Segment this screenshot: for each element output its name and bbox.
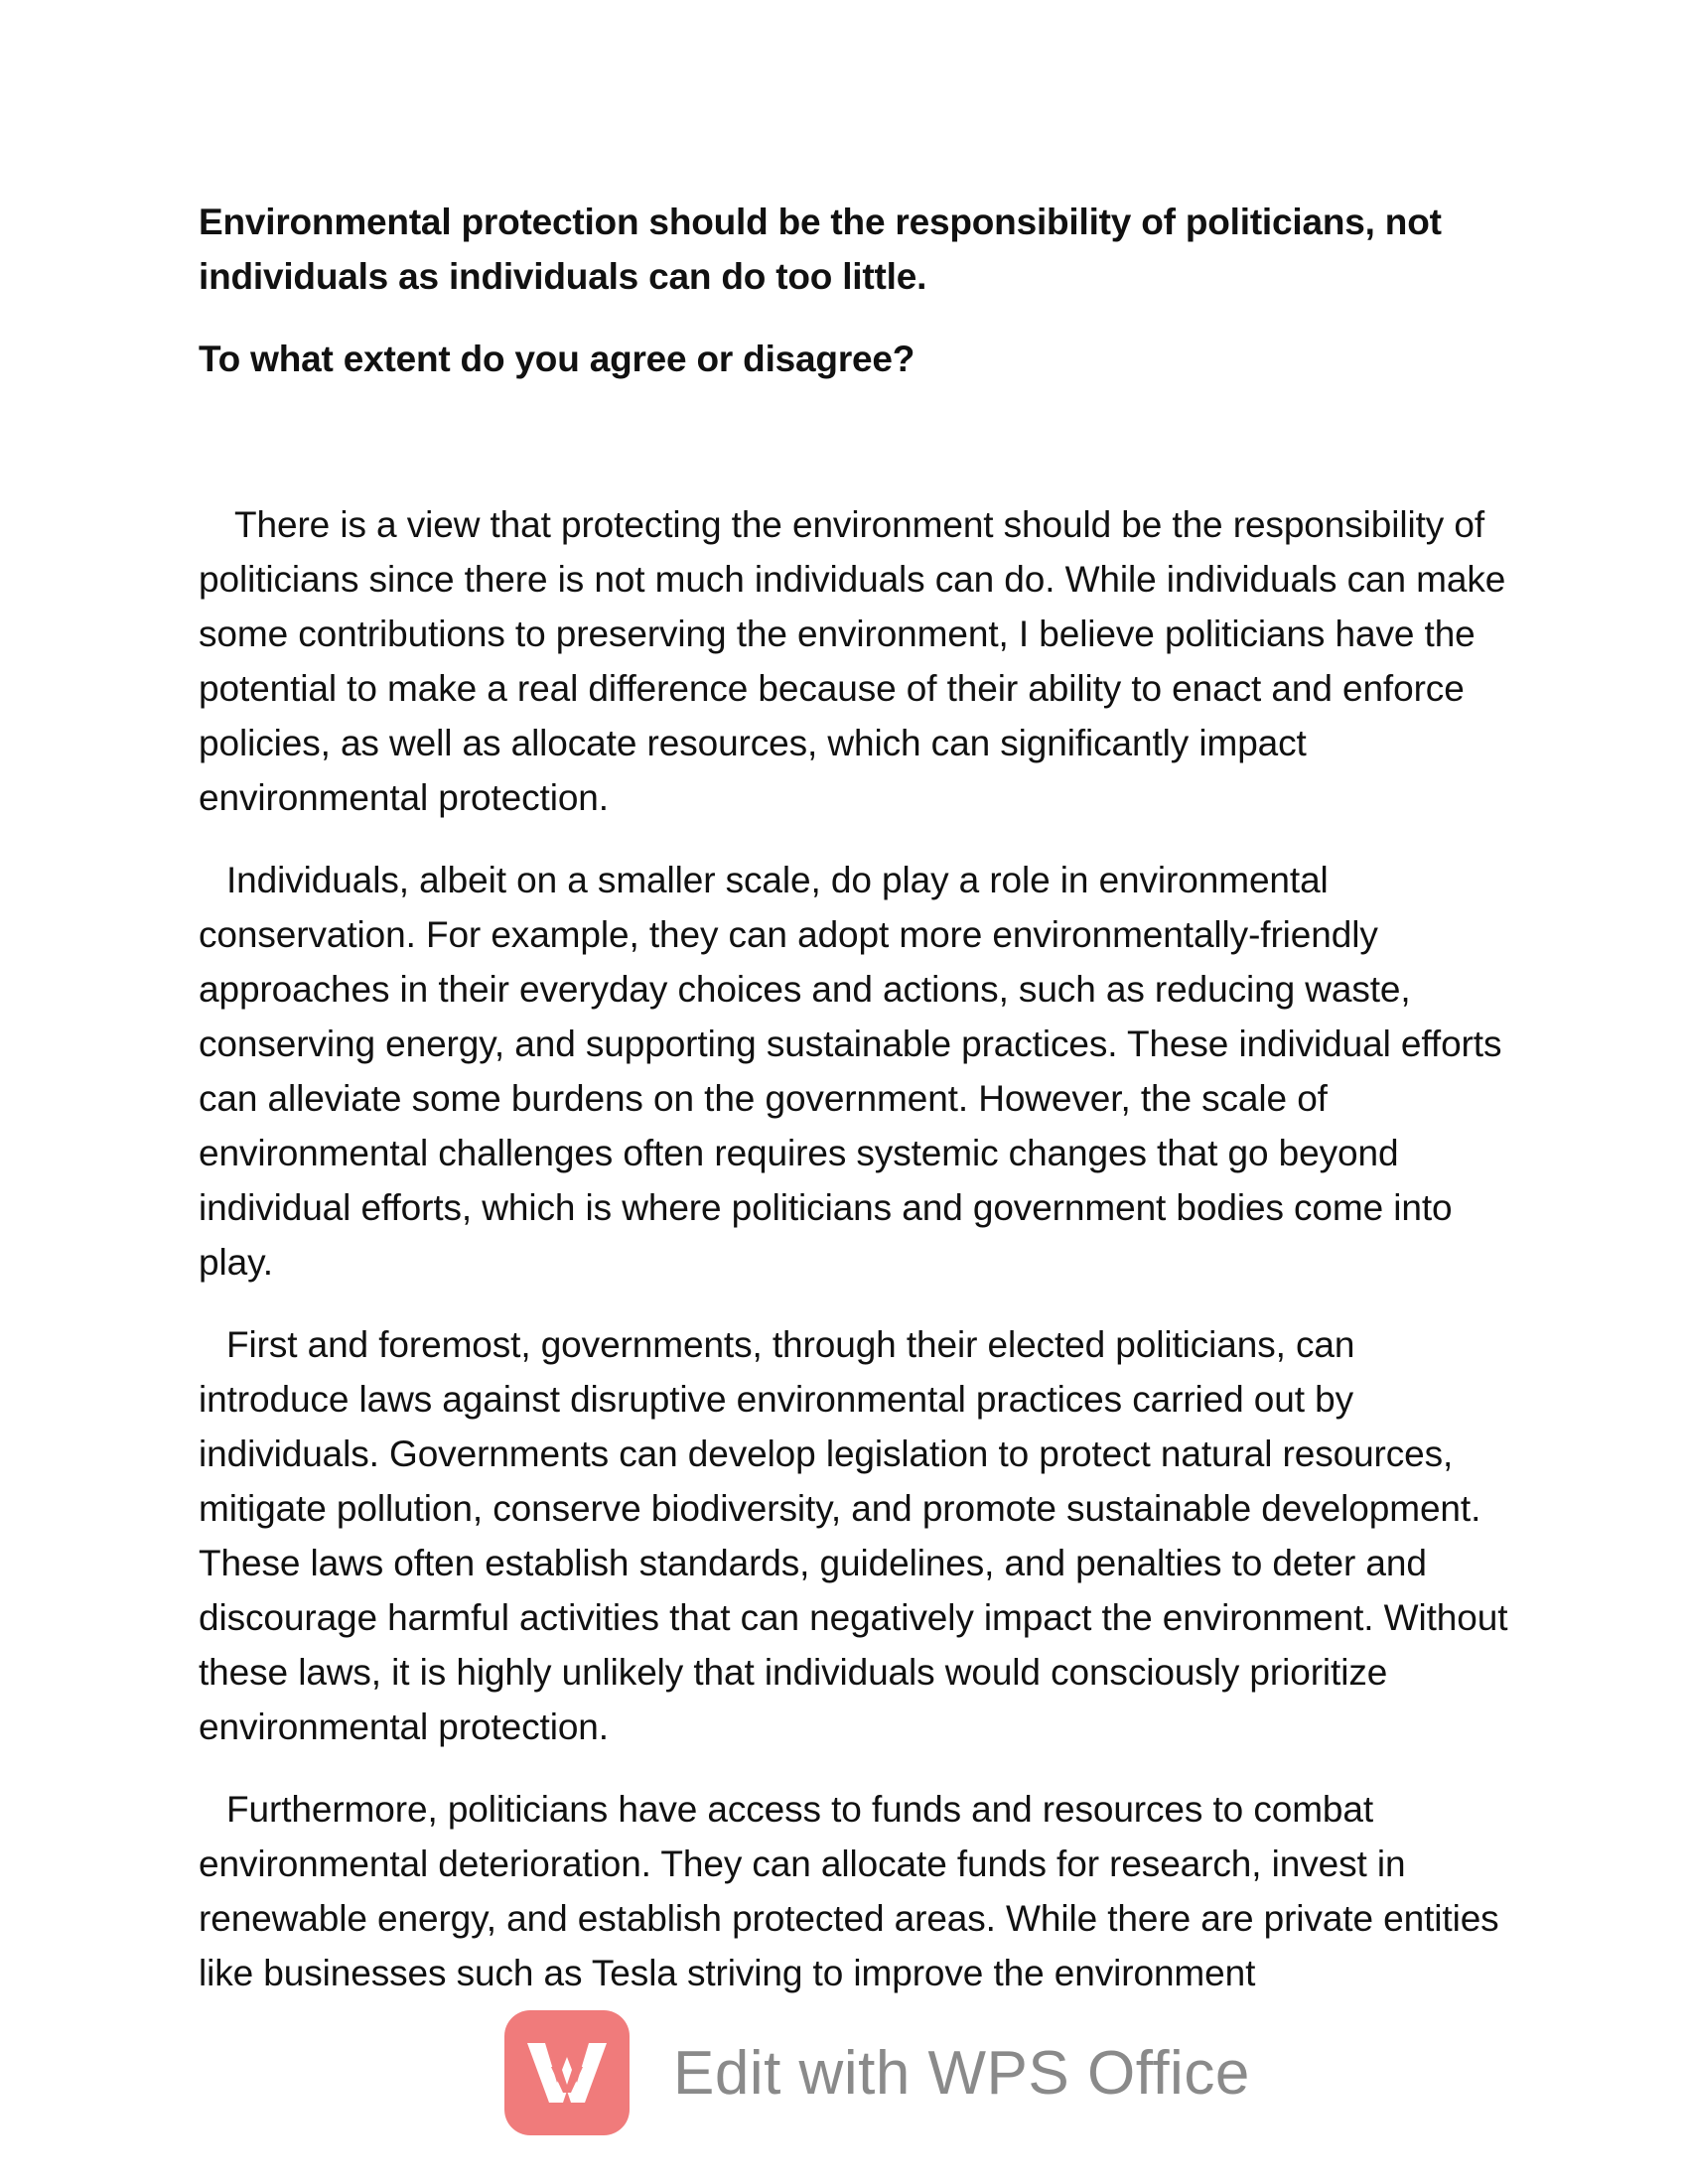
essay-paragraph-1: There is a view that protecting the environment should be the responsibility of politicians since there is not much individuals can do. While individuals can make some contributions to preserving the environment, I believe politicians have the potential to make a real difference because of their ability to enact and enforce policies, as well as allocate resources, which can significantly impact environmental protection. <box>199 504 1506 818</box>
essay-paragraph-4: Furthermore, politicians have access to funds and resources to combat environmental deterioration. They can allocate funds for research, invest in renewable energy, and establish protected areas. While there are private entities like businesses such as Tesla striving to improve the environment <box>199 1789 1499 1993</box>
essay-paragraph-2: Individuals, albeit on a smaller scale, do play a role in environmental conservation. For example, they can adopt more environmentally-friendly approaches in their everyday choices and actions, such as reducing waste, conserving energy, and supporting sustainable practices. These individual efforts can alleviate some burdens on the government. However, the scale of environmental challenges often requires systemic changes that go beyond individual efforts, which is where politicians and government bodies come into play. <box>199 860 1502 1283</box>
wps-logo-icon <box>504 2010 630 2135</box>
wps-watermark-text: Edit with WPS Office <box>673 2038 1250 2108</box>
prompt-statement: Environmental protection should be the responsibility of politicians, not individuals as individuals can do too little. <box>199 202 1442 297</box>
prompt-question: To what extent do you agree or disagree? <box>199 339 915 379</box>
essay-body <box>199 497 1509 2000</box>
essay-paragraph-3: First and foremost, governments, through their elected politicians, can introduce laws against disruptive environmental practices carried out by individuals. Governments can develop legislation to protect natural resources, mitigate pollution, conserve biodiversity, and promote sustainable development. These laws often establish standards, guidelines, and penalties to deter and discourage harmful activities that can negatively impact the environment. Without these laws, it is highly unlikely that individuals would consciously prioritize environmental protection. <box>199 1324 1508 1747</box>
wps-watermark[interactable] <box>504 2009 1250 2136</box>
document-content <box>199 195 1509 2028</box>
